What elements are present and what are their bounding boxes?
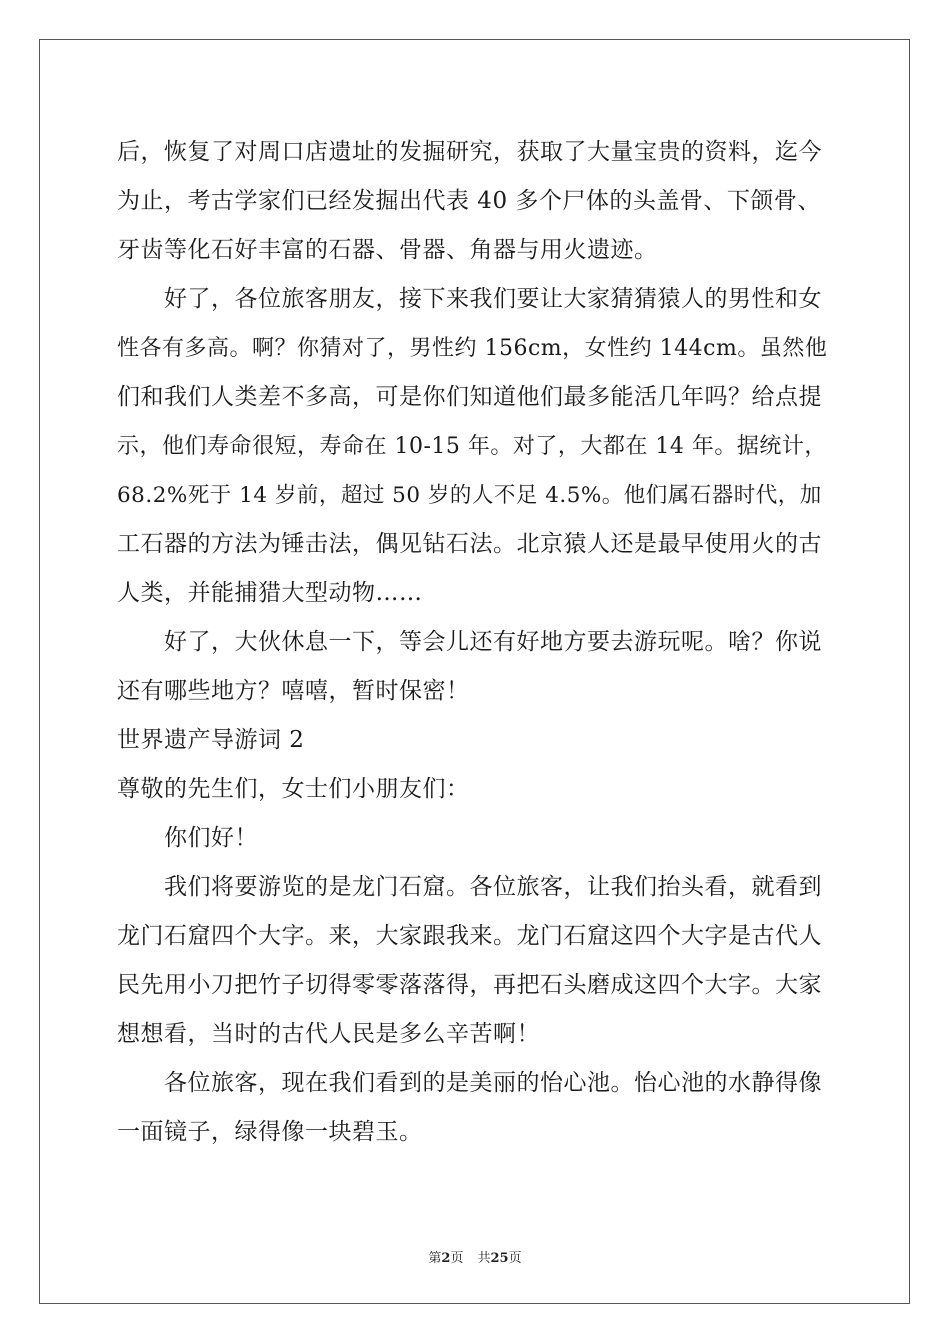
section-heading: 世界遗产导游词 2 [117, 727, 305, 753]
text-line: 各位旅客，现在我们看到的是美丽的怡心池。怡心池的水静得像 [164, 1070, 822, 1096]
page-footer [0, 1247, 950, 1266]
greeting: 你们好！ [164, 825, 258, 851]
text-line: 一面镜子，绿得像一块碧玉。 [117, 1119, 423, 1145]
text-line: 牙齿等化石好丰富的石器、骨器、角器与用火遗迹。 [117, 237, 658, 263]
text-line: 还有哪些地方？嘻嘻，暂时保密！ [117, 678, 470, 704]
text-line: 人类，并能捕猎大型动物…… [117, 580, 423, 606]
page-total-label: 共25页 [477, 1251, 522, 1266]
page-number-label: 第2页 [428, 1251, 464, 1266]
text-line: 们和我们人类差不多高，可是你们知道他们最多能活几年吗？给点提 [117, 384, 822, 410]
text-line: 工石器的方法为锤击法，偶见钻石法。北京猿人还是最早使用火的古 [117, 531, 822, 557]
document-body [117, 128, 837, 1157]
text-line: 后，恢复了对周口店遗址的发掘研究，获取了大量宝贵的资料，迄今 [117, 139, 822, 165]
text-line: 好了，大伙休息一下，等会儿还有好地方要去游玩呢。啥？你说 [164, 629, 822, 655]
text-line: 性各有多高。啊？你猜对了，男性约 156cm，女性约 144cm。虽然他 [117, 336, 828, 361]
text-line: 我们将要游览的是龙门石窟。各位旅客，让我们抬头看，就看到 [164, 874, 822, 900]
text-line: 示，他们寿命很短，寿命在 10-15 年。对了，大都在 14 年。据统计， [117, 434, 827, 459]
text-line: 好了，各位旅客朋友，接下来我们要让大家猜猜猿人的男性和女 [164, 286, 822, 312]
text-line: 68.2%死于 14 岁前，超过 50 岁的人不足 4.5%。他们属石器时代，加 [117, 483, 822, 508]
text-line: 龙门石窟四个大字。来，大家跟我来。龙门石窟这四个大字是古代人 [117, 923, 822, 949]
text-line: 为止，考古学家们已经发掘出代表 40 多个尸体的头盖骨、下颌骨、 [117, 188, 821, 214]
text-line: 想想看，当时的古代人民是多么辛苦啊！ [117, 1021, 540, 1047]
text-line: 民先用小刀把竹子切得零零落落得，再把石头磨成这四个大字。大家 [117, 972, 822, 998]
salutation: 尊敬的先生们，女士们小朋友们： [117, 776, 470, 802]
